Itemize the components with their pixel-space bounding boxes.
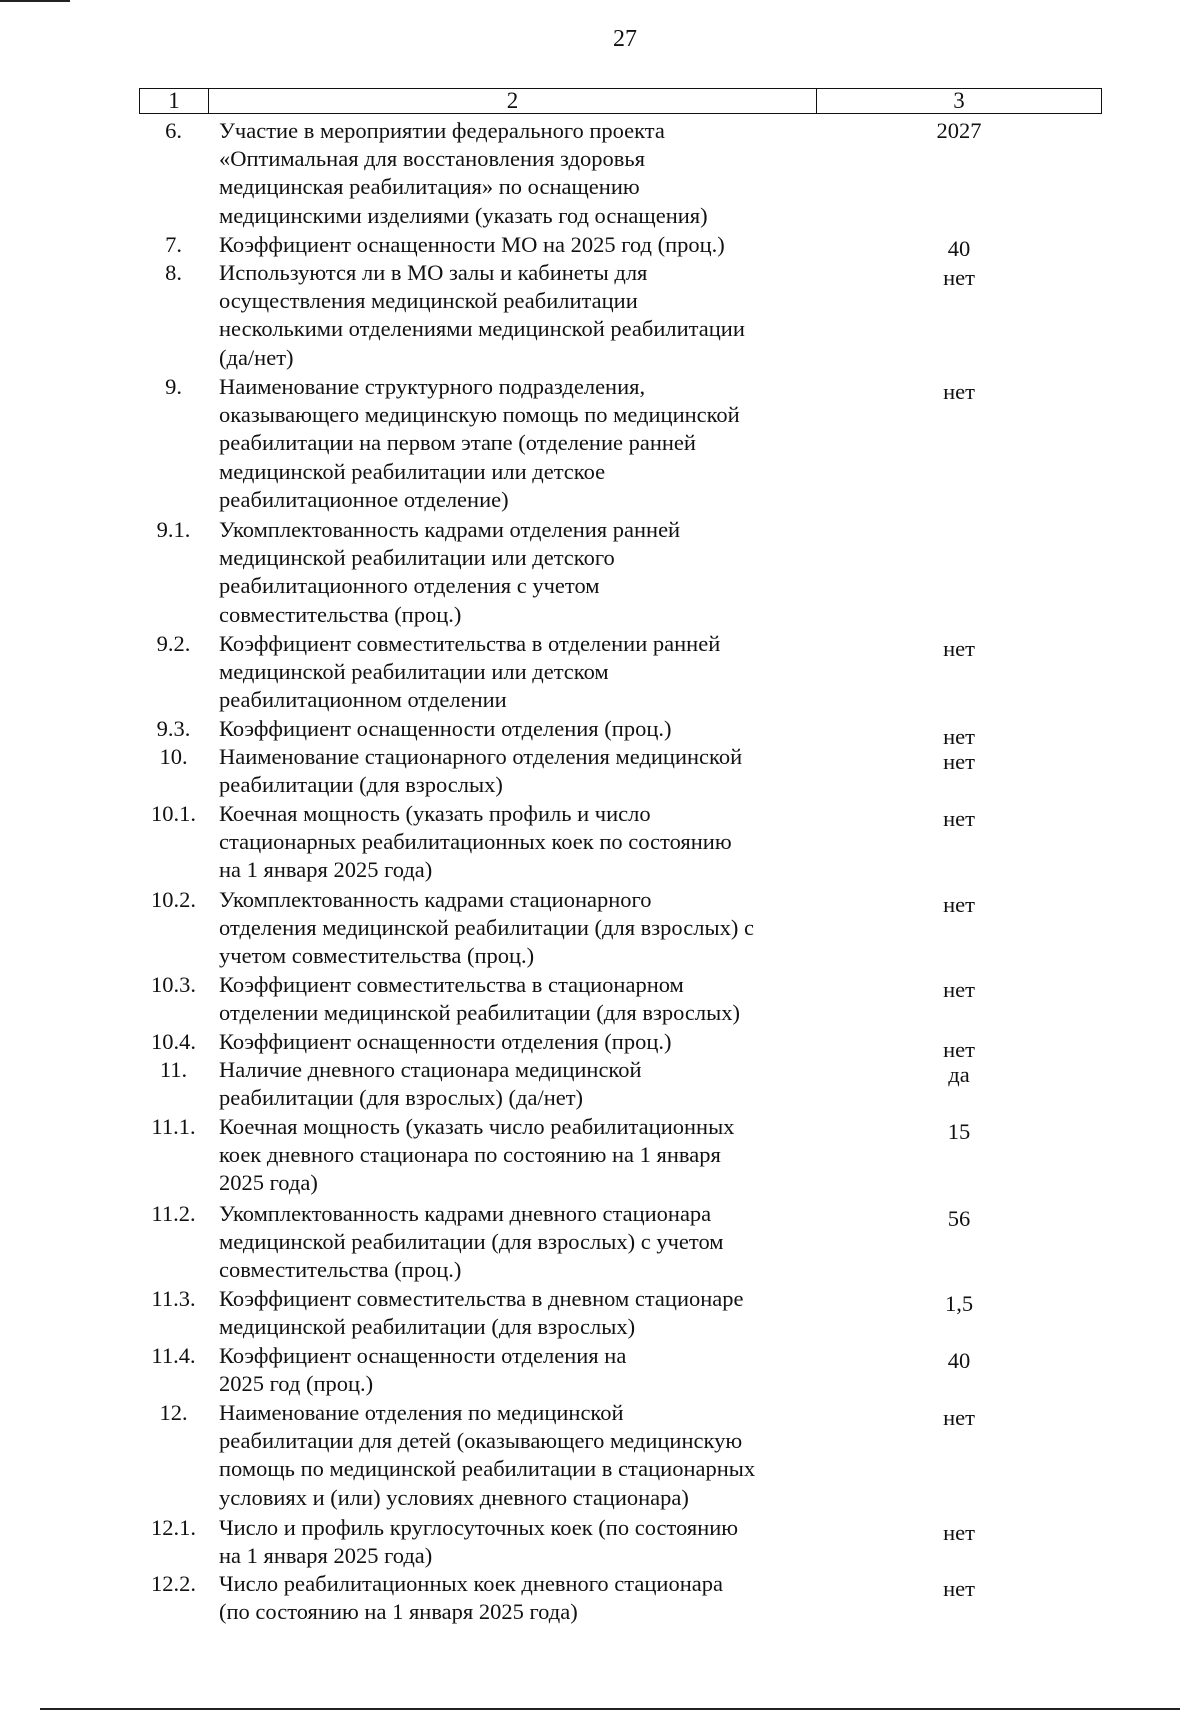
description-line: Укомплектованность кадрами дневного стационара (219, 1201, 712, 1226)
row-number: 11. (159, 1057, 188, 1082)
description-line: 2025 год (проц.) (219, 1371, 374, 1397)
description-line: Число реабилитационных коек дневного стационара (219, 1571, 723, 1596)
row-number: 9.1. (156, 517, 191, 542)
description-line: Коэффициент оснащенности отделения на (219, 1343, 627, 1368)
row-value: нет (943, 806, 975, 831)
row-value: 1,5 (944, 1291, 974, 1316)
row-number: 12. (159, 1400, 188, 1425)
description-line: Наименование отделения по медицинской (219, 1400, 624, 1425)
row-value: нет (943, 1576, 975, 1601)
description-line: реабилитационное отделение) (219, 486, 509, 512)
description-line: Укомплектованность кадрами отделения ранней (219, 517, 681, 542)
row-number: 11.1. (151, 1114, 196, 1139)
row-value: нет (943, 1037, 975, 1062)
description-line: Участие в мероприятии федерального проекта (219, 118, 665, 143)
row-description (219, 117, 809, 230)
description-line: стационарных реабилитационных коек по состоянию (219, 829, 732, 855)
row-description (219, 1399, 809, 1512)
row-value: 40 (947, 236, 971, 261)
row-number: 10.1. (151, 801, 196, 826)
row-description (219, 1113, 809, 1198)
row-number: 10. (159, 744, 188, 769)
description-line: отделения медицинской реабилитации (для взрослых) с (219, 915, 754, 941)
table-header (139, 88, 1102, 114)
description-line: Коэффициент оснащенности отделения (проц.) (219, 716, 672, 741)
description-line: «Оптимальная для восстановления здоровья (219, 146, 645, 172)
description-line: Укомплектованность кадрами стационарного (219, 887, 652, 912)
row-number: 12.1. (151, 1515, 196, 1540)
description-line: Используются ли в МО залы и кабинеты для (219, 260, 648, 285)
row-description (219, 1056, 809, 1112)
description-line: Коэффициент совместительства в дневном стационаре (219, 1286, 744, 1311)
scan-edge-bottom-left (40, 1708, 1180, 1710)
description-line: реабилитации на первом этапе (отделение ранней (219, 430, 696, 456)
row-number: 10.4. (151, 1029, 196, 1054)
description-line: Наименование структурного подразделения, (219, 374, 646, 399)
row-description (219, 1342, 809, 1398)
row-number: 6. (165, 118, 182, 143)
row-number: 10.3. (151, 972, 196, 997)
description-line: осуществления медицинской реабилитации (219, 288, 638, 314)
description-line: на 1 января 2025 года) (219, 1543, 433, 1569)
description-line: медицинской реабилитации или детского (219, 545, 615, 571)
description-line: реабилитации (для взрослых) (да/нет) (219, 1085, 584, 1111)
row-number: 11.2. (151, 1201, 196, 1226)
description-line: условиях и (или) условиях дневного стационара) (219, 1484, 689, 1510)
row-description (219, 1028, 809, 1056)
description-line: коек дневного стационара по состоянию на 1 января (219, 1142, 721, 1168)
row-number: 7. (165, 232, 182, 257)
description-line: учетом совместительства (проц.) (219, 943, 535, 969)
description-line: реабилитационном отделении (219, 687, 507, 713)
row-value: нет (943, 265, 975, 290)
description-line: на 1 января 2025 года) (219, 857, 433, 883)
description-line: Коечная мощность (указать число реабилитационных (219, 1114, 735, 1139)
description-line: помощь по медицинской реабилитации в стационарных (219, 1456, 756, 1482)
description-line: несколькими отделениями медицинской реабилитации (219, 316, 745, 342)
header-col-3: 3 (953, 88, 965, 113)
description-line: медицинской реабилитации (для взрослых) с учетом (219, 1229, 724, 1255)
row-value: да (948, 1062, 970, 1087)
row-value: нет (943, 749, 975, 774)
row-description (219, 1570, 809, 1626)
description-line: Наименование стационарного отделения медицинской (219, 744, 743, 769)
row-number: 10.2. (151, 887, 196, 912)
description-line: медицинской реабилитации или детское (219, 458, 606, 484)
row-description (219, 715, 809, 743)
row-number: 12.2. (151, 1571, 196, 1596)
row-number: 11.4. (151, 1343, 196, 1368)
row-value: 15 (947, 1119, 971, 1144)
row-value: нет (943, 379, 975, 404)
row-value: нет (943, 1520, 975, 1545)
row-value: нет (943, 977, 975, 1002)
row-value: нет (943, 724, 975, 749)
header-col-1: 1 (140, 89, 209, 113)
description-line: реабилитации для детей (оказывающего медицинскую (219, 1428, 743, 1454)
description-line: медицинской реабилитации или детском (219, 659, 609, 685)
header-col-2: 2 (209, 89, 817, 113)
row-number: 9. (165, 374, 182, 399)
row-value: 2027 (936, 118, 982, 143)
description-line: медицинская реабилитация» по оснащению (219, 174, 640, 200)
row-description (219, 743, 809, 799)
description-line: 2025 года) (219, 1170, 318, 1196)
description-line: Коечная мощность (указать профиль и число (219, 801, 651, 826)
description-line: медицинской реабилитации (для взрослых) (219, 1314, 636, 1340)
row-value: нет (943, 892, 975, 917)
page-number: 27 (613, 26, 637, 52)
description-line: Число и профиль круглосуточных коек (по состоянию (219, 1515, 739, 1540)
scan-edge-top-left (0, 0, 70, 2)
row-description (219, 1200, 809, 1285)
row-description (219, 373, 809, 514)
row-value: нет (943, 636, 975, 661)
row-description (219, 630, 809, 715)
description-line: Коэффициент оснащенности МО на 2025 год (проц.) (219, 232, 725, 257)
row-description (219, 800, 809, 885)
row-number: 9.2. (156, 631, 191, 656)
description-line: совместительства (проц.) (219, 1257, 462, 1283)
description-line: оказывающего медицинскую помощь по медицинской (219, 402, 740, 428)
row-number: 8. (165, 260, 182, 285)
row-number: 9.3. (156, 716, 191, 741)
row-description (219, 886, 809, 971)
description-line: отделении медицинской реабилитации (для взрослых) (219, 1000, 741, 1026)
row-description (219, 1285, 809, 1341)
row-value: 40 (947, 1348, 971, 1373)
row-description (219, 259, 809, 372)
row-description (219, 516, 809, 629)
description-line: Коэффициент совместительства в стационарном (219, 972, 684, 997)
description-line: медицинскими изделиями (указать год оснащения) (219, 202, 708, 228)
row-description (219, 1514, 809, 1570)
description-line: (по состоянию на 1 января 2025 года) (219, 1599, 578, 1625)
description-line: совместительства (проц.) (219, 601, 462, 627)
row-description (219, 971, 809, 1027)
description-line: Коэффициент совместительства в отделении ранней (219, 631, 721, 656)
row-number: 11.3. (151, 1286, 196, 1311)
row-value: нет (943, 1405, 975, 1430)
description-line: Наличие дневного стационара медицинской (219, 1057, 642, 1082)
description-line: (да/нет) (219, 344, 294, 370)
description-line: реабилитации (для взрослых) (219, 772, 503, 798)
description-line: реабилитационного отделения с учетом (219, 573, 600, 599)
row-value: 56 (947, 1206, 971, 1231)
description-line: Коэффициент оснащенности отделения (проц.) (219, 1029, 672, 1054)
row-description (219, 231, 809, 259)
